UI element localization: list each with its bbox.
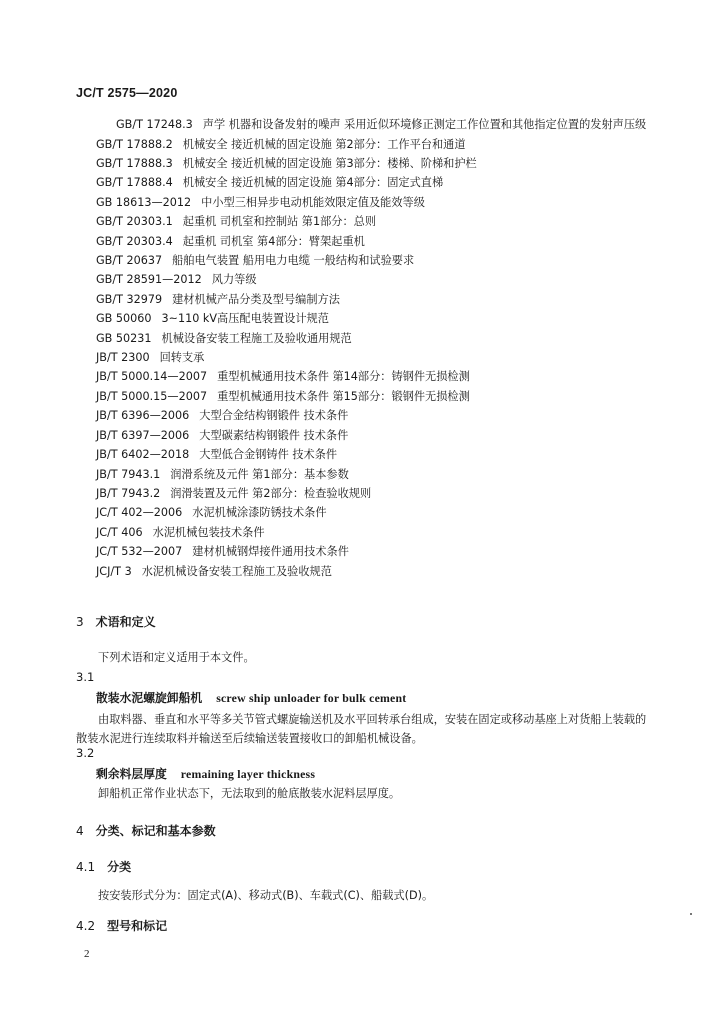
reference-item: JB/T 7943.2 润滑装置及元件 第2部分：检查验收规则 xyxy=(96,486,372,500)
section-4-1-heading: 4.1 分类 xyxy=(76,860,132,874)
reference-item: GB/T 17888.3 机械安全 接近机械的固定设施 第3部分：楼梯、阶梯和护栏 xyxy=(96,157,477,170)
reference-item: JB/T 6397—2006 大型碳素结构钢锻件 技术条件 xyxy=(96,428,349,442)
section-4-2-heading: 4.2 型号和标记 xyxy=(76,919,168,933)
reference-item: JB/T 7943.1 润滑系统及元件 第1部分：基本参数 xyxy=(96,467,349,481)
reference-item: JCJ/T 3 水泥机械设备安装工程施工及验收规范 xyxy=(96,564,332,578)
reference-item: JB/T 6402—2018 大型低合金钢铸件 技术条件 xyxy=(96,448,338,462)
document-code: JC/T 2575—2020 xyxy=(76,86,178,100)
section-4-heading: 4 分类、标记和基本参数 xyxy=(76,824,216,838)
reference-item: GB/T 20637 船舶电气装置 船用电力电缆 一般结构和试验要求 xyxy=(96,254,415,268)
reference-item: GB/T 20303.1 起重机 司机室和控制站 第1部分：总则 xyxy=(96,215,377,229)
section-3-heading: 3 术语和定义 xyxy=(76,615,156,629)
term-title: 剩余料层厚度 remaining layer thickness xyxy=(96,767,316,781)
reference-item: GB 50231 机械设备安装工程施工及验收通用规范 xyxy=(96,331,352,345)
term-definition: 卸船机正常作业状态下，无法取到的舱底散装水泥料层厚度。 xyxy=(98,787,401,800)
reference-item: JC/T 402—2006 水泥机械涂漆防锈技术条件 xyxy=(96,506,327,520)
reference-item: GB/T 17248.3 声学 机器和设备发射的噪声 采用近似环境修正测定工作位置和其他指定位置的发射声压级 xyxy=(116,118,647,131)
reference-item: GB/T 28591—2012 风力等级 xyxy=(96,273,257,287)
reference-item: GB 50060 3~110 kV高压配电装置设计规范 xyxy=(96,312,329,326)
reference-item: GB/T 20303.4 起重机 司机室 第4部分：臂架起重机 xyxy=(96,234,365,248)
section-4-1-text: 按安装形式分为：固定式(A)、移动式(B)、车载式(C)、船载式(D)。 xyxy=(98,889,434,902)
reference-item: GB/T 17888.2 机械安全 接近机械的固定设施 第2部分：工作平台和通道 xyxy=(96,137,466,151)
normative-references-list xyxy=(76,115,651,581)
reference-item: JB/T 5000.14—2007 重型机械通用技术条件 第14部分：铸钢件无损检测 xyxy=(96,370,470,384)
scan-speck xyxy=(690,913,692,915)
page-number: 2 xyxy=(84,948,90,960)
term-number: 3.1 xyxy=(76,670,95,684)
reference-item: JB/T 2300 回转支承 xyxy=(96,351,205,365)
term-definition: 由取料器、垂直和水平等多关节管式螺旋输送机及水平回转承台组成，安装在固定或移动基座上对货船上装载的散装水泥进行连续取料并输送至后续输送装置接收口的卸船机械设备。 xyxy=(76,713,647,745)
reference-item: JB/T 5000.15—2007 重型机械通用技术条件 第15部分：锻钢件无损检测 xyxy=(96,389,470,403)
reference-item: GB/T 17888.4 机械安全 接近机械的固定设施 第4部分：固定式直梯 xyxy=(96,176,444,190)
term-title: 散装水泥螺旋卸船机 screw ship unloader for bulk cement xyxy=(96,691,407,705)
reference-item: JC/T 406 水泥机械包装技术条件 xyxy=(96,525,265,539)
reference-item: GB/T 32979 建材机械产品分类及型号编制方法 xyxy=(96,292,340,306)
reference-item: JC/T 532—2007 建材机械钢焊接件通用技术条件 xyxy=(96,545,349,559)
reference-item: JB/T 6396—2006 大型合金结构钢锻件 技术条件 xyxy=(96,409,349,423)
term-number: 3.2 xyxy=(76,746,95,760)
reference-item: GB 18613—2012 中小型三相异步电动机能效限定值及能效等级 xyxy=(96,195,425,209)
section-3-intro: 下列术语和定义适用于本文件。 xyxy=(98,651,255,664)
